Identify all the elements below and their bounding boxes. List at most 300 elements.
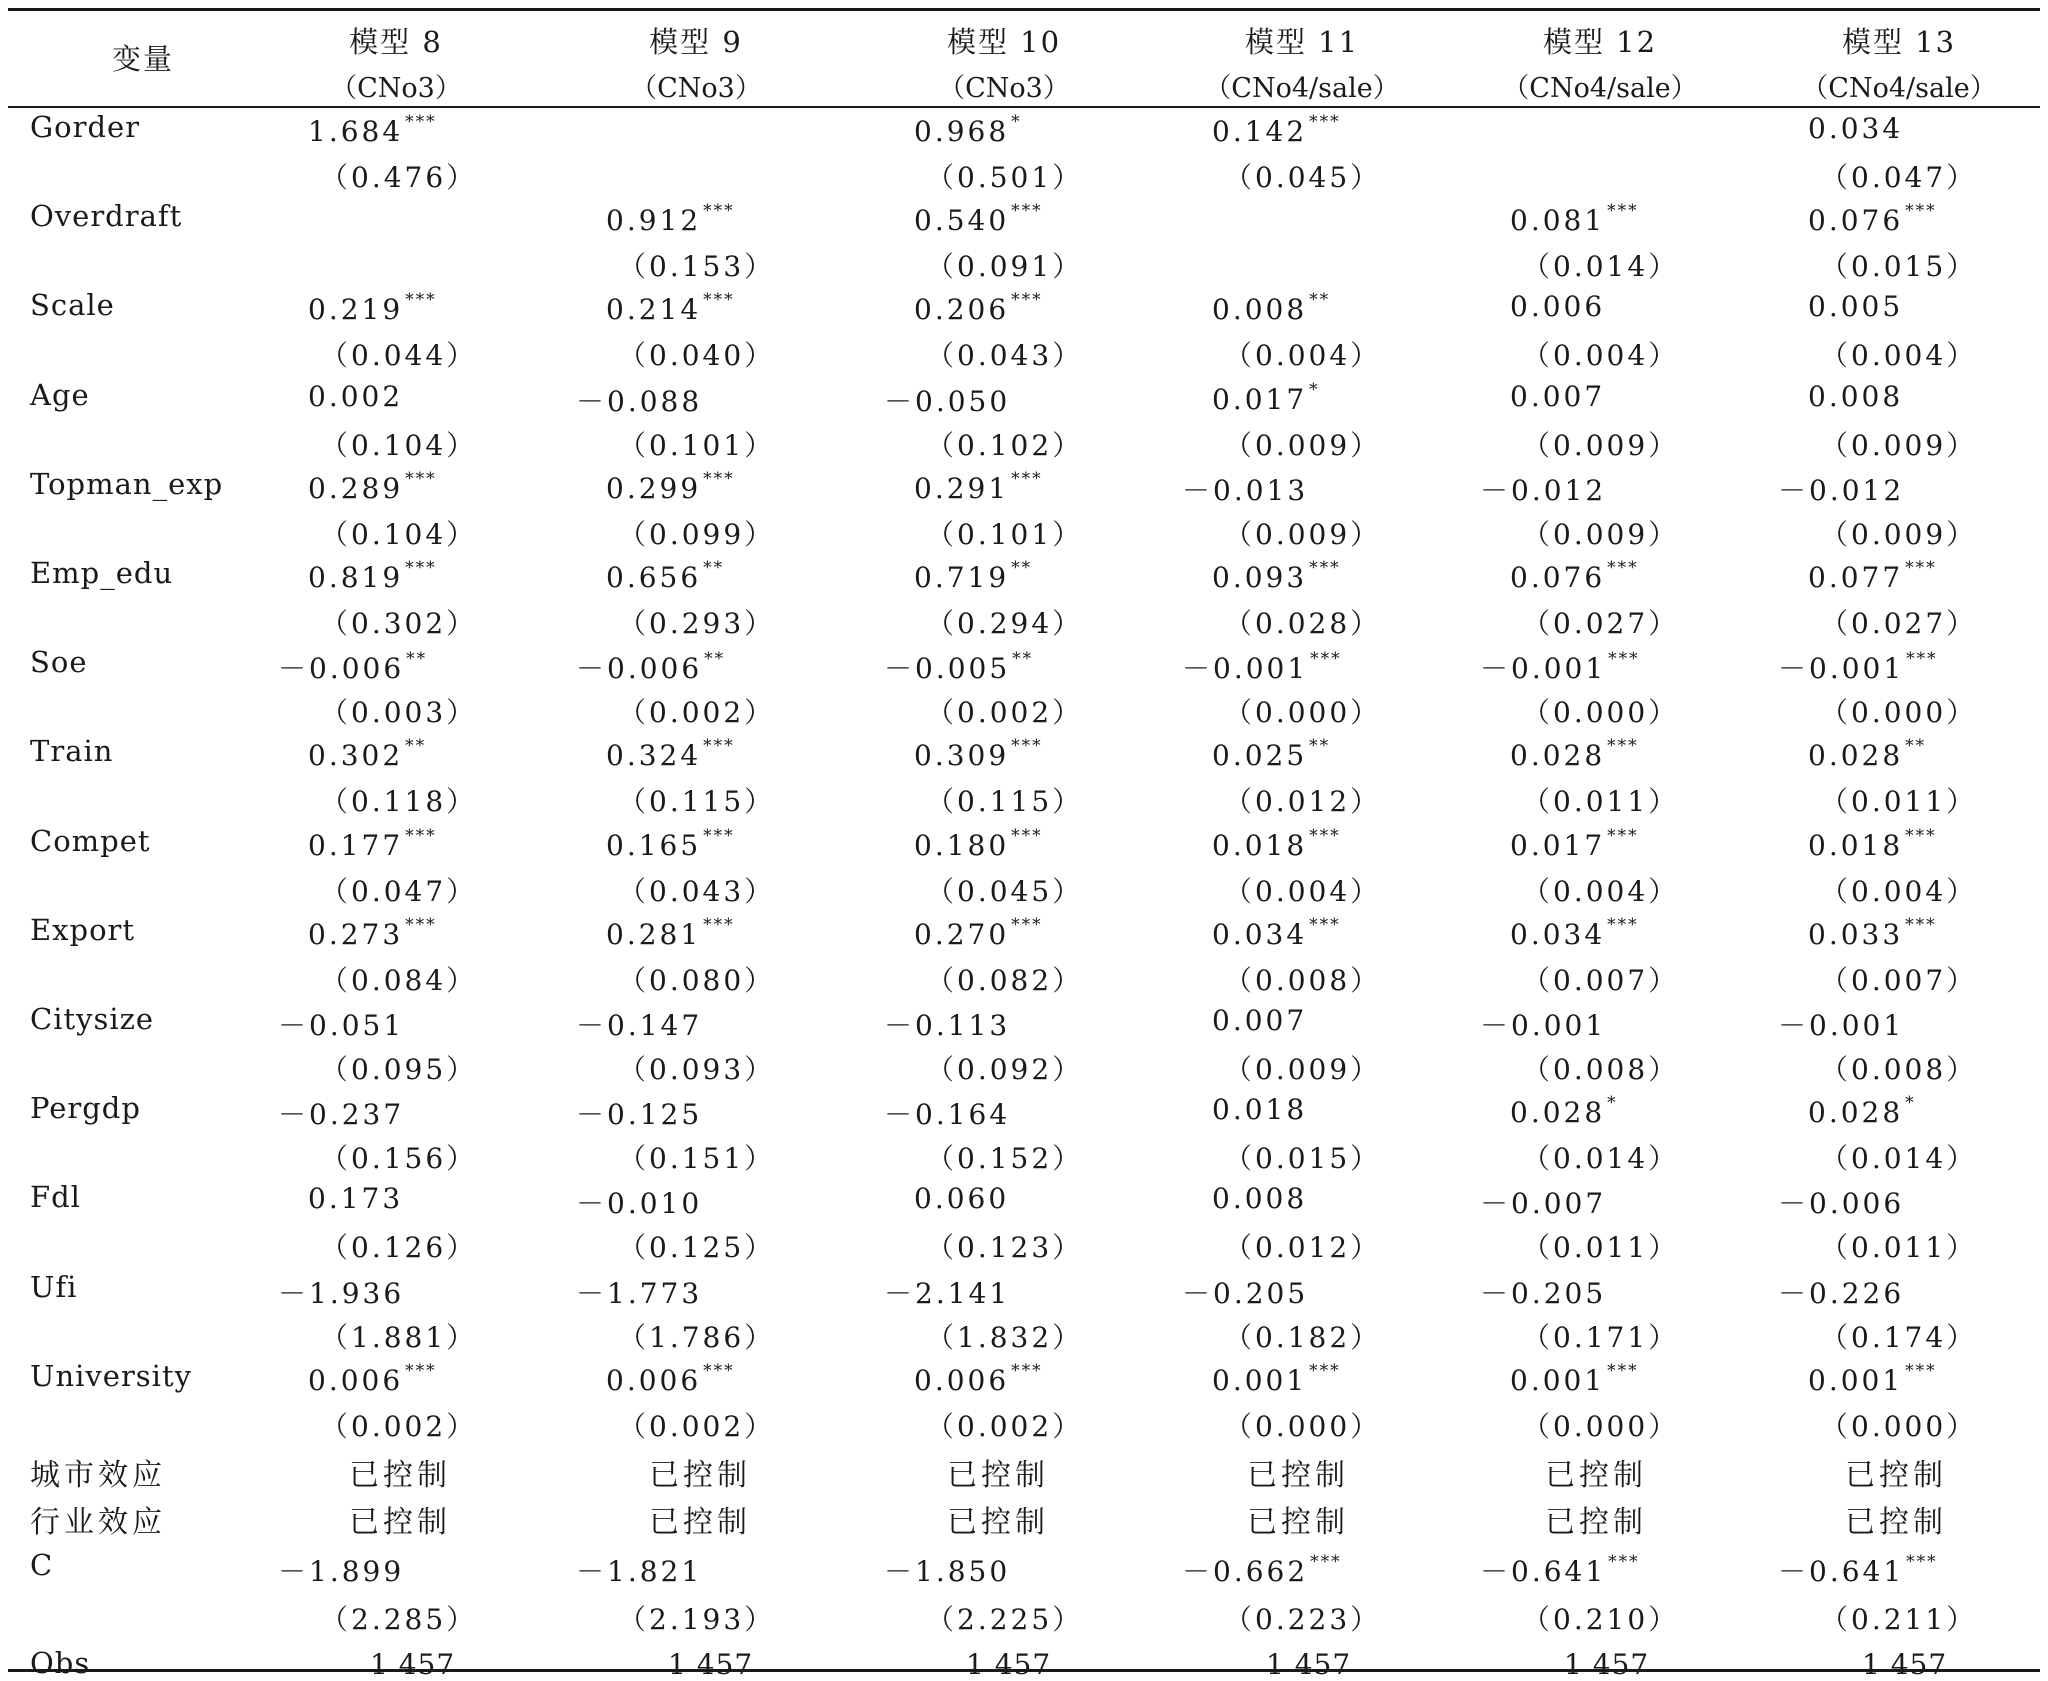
coefficient-value: 0.034 bbox=[1510, 918, 1606, 951]
standard-error: （0.009） bbox=[1820, 429, 1978, 462]
coefficient-value: 0.299 bbox=[606, 472, 702, 505]
coefficient bbox=[1510, 915, 1639, 951]
standard-error: （0.011） bbox=[1820, 785, 1978, 818]
standard-error: （0.002） bbox=[926, 696, 1084, 729]
coefficient-value: 0.309 bbox=[914, 739, 1010, 772]
dependent-variable: （CNo4/sale） bbox=[1204, 73, 1400, 104]
standard-error: （0.027） bbox=[1820, 607, 1978, 640]
standard-error: （0.091） bbox=[926, 250, 1084, 283]
variable-label: Ufi bbox=[30, 1270, 78, 1304]
significance-stars: *** bbox=[1607, 915, 1639, 935]
coefficient bbox=[914, 469, 1043, 505]
coefficient bbox=[308, 290, 437, 326]
model-header-10 bbox=[854, 8, 1154, 106]
significance-stars: ** bbox=[406, 649, 428, 669]
standard-error: （0.126） bbox=[320, 1231, 478, 1264]
coefficient bbox=[278, 1093, 404, 1133]
coefficient-value: 0.289 bbox=[308, 472, 404, 505]
coefficient-value: －0.125 bbox=[576, 1098, 703, 1131]
coefficient bbox=[606, 201, 735, 237]
variable-label: Gorder bbox=[30, 110, 141, 144]
coefficient bbox=[1212, 558, 1341, 594]
standard-error: （0.004） bbox=[1224, 339, 1382, 372]
significance-stars: *** bbox=[1011, 469, 1043, 489]
coefficient-value: 0.081 bbox=[1510, 204, 1606, 237]
variable-label: Age bbox=[30, 378, 90, 412]
coefficient bbox=[1480, 1182, 1606, 1222]
variable-label: Soe bbox=[30, 645, 88, 679]
coefficient-value: 0.273 bbox=[308, 918, 404, 951]
standard-error: （0.002） bbox=[618, 696, 776, 729]
standard-error: （2.285） bbox=[320, 1603, 478, 1636]
variable-label: Train bbox=[30, 734, 114, 768]
control-label: 城市效应 bbox=[30, 1458, 166, 1493]
coefficient-value: 0.165 bbox=[606, 829, 702, 862]
coefficient-value: 0.302 bbox=[308, 739, 404, 772]
coefficient-value: 0.006 bbox=[308, 1364, 404, 1397]
coefficient-value: 0.968 bbox=[914, 115, 1010, 148]
standard-error: （0.044） bbox=[320, 339, 478, 372]
model-header-11 bbox=[1152, 8, 1452, 106]
significance-stars: *** bbox=[1906, 1552, 1938, 1572]
standard-error: （0.008） bbox=[1820, 1053, 1978, 1086]
coefficient-value: 0.006 bbox=[1510, 290, 1606, 323]
coefficient-value: －0.006 bbox=[278, 652, 405, 685]
coefficient-value: 0.008 bbox=[1212, 293, 1308, 326]
coefficient-value: 0.214 bbox=[606, 293, 702, 326]
coefficient-value: 0.017 bbox=[1212, 383, 1308, 416]
standard-error: （0.211） bbox=[1820, 1603, 1978, 1636]
standard-error: （0.014） bbox=[1522, 1142, 1680, 1175]
standard-error: （0.101） bbox=[618, 429, 776, 462]
standard-error: （0.302） bbox=[320, 607, 478, 640]
standard-error: （0.115） bbox=[618, 785, 776, 818]
standard-error: （0.093） bbox=[618, 1053, 776, 1086]
significance-stars: *** bbox=[1905, 201, 1937, 221]
coefficient bbox=[1808, 380, 1903, 413]
standard-error: （0.009） bbox=[1224, 1053, 1382, 1086]
significance-stars: ** bbox=[1309, 290, 1331, 310]
coefficient bbox=[308, 915, 437, 951]
standard-error: （0.171） bbox=[1522, 1321, 1680, 1354]
standard-error: （0.008） bbox=[1522, 1053, 1680, 1086]
standard-error: （0.101） bbox=[926, 518, 1084, 551]
coefficient bbox=[1510, 1361, 1639, 1397]
coefficient-value: －2.141 bbox=[884, 1277, 1011, 1310]
coefficient-value: 0.006 bbox=[914, 1364, 1010, 1397]
control-status: 已控制 bbox=[649, 1505, 751, 1540]
coefficient bbox=[576, 1550, 702, 1590]
model-header-12 bbox=[1450, 8, 1750, 106]
significance-stars: ** bbox=[703, 558, 725, 578]
standard-error: （0.003） bbox=[320, 696, 478, 729]
standard-error: （0.043） bbox=[618, 875, 776, 908]
coefficient-value: 0.006 bbox=[606, 1364, 702, 1397]
coefficient-value: －0.147 bbox=[576, 1009, 703, 1042]
significance-stars: *** bbox=[1906, 649, 1938, 669]
standard-error: （0.151） bbox=[618, 1142, 776, 1175]
control-status: 已控制 bbox=[947, 1458, 1049, 1493]
standard-error: （0.156） bbox=[320, 1142, 478, 1175]
coefficient bbox=[606, 915, 735, 951]
significance-stars: *** bbox=[1011, 201, 1043, 221]
variable-label: Export bbox=[30, 913, 136, 947]
significance-stars: *** bbox=[1310, 649, 1342, 669]
significance-stars: * bbox=[1011, 112, 1022, 132]
coefficient-value: 0.005 bbox=[1808, 290, 1904, 323]
coefficient-value: －0.001 bbox=[1182, 652, 1309, 685]
coefficient-value: －0.088 bbox=[576, 385, 703, 418]
significance-stars: *** bbox=[1607, 201, 1639, 221]
standard-error: （0.008） bbox=[1224, 964, 1382, 997]
coefficient bbox=[1510, 1093, 1618, 1129]
coefficient-value: －0.113 bbox=[884, 1009, 1011, 1042]
coefficient-value: －0.237 bbox=[278, 1098, 405, 1131]
significance-stars: * bbox=[1309, 380, 1320, 400]
coefficient bbox=[1808, 826, 1937, 862]
standard-error: （1.786） bbox=[618, 1321, 776, 1354]
coefficient-value: －0.226 bbox=[1778, 1277, 1905, 1310]
standard-error: （2.225） bbox=[926, 1603, 1084, 1636]
coefficient bbox=[884, 1272, 1010, 1312]
standard-error: （0.004） bbox=[1820, 875, 1978, 908]
control-status: 已控制 bbox=[947, 1505, 1049, 1540]
significance-stars: ** bbox=[1905, 736, 1927, 756]
coefficient-value: 0.018 bbox=[1212, 829, 1308, 862]
coefficient-value: 0.034 bbox=[1808, 112, 1904, 145]
standard-error: （0.174） bbox=[1820, 1321, 1978, 1354]
coefficient-value: 0.001 bbox=[1510, 1364, 1606, 1397]
standard-error: （0.045） bbox=[926, 875, 1084, 908]
significance-stars: *** bbox=[703, 826, 735, 846]
significance-stars: *** bbox=[1607, 1361, 1639, 1381]
coefficient bbox=[1182, 1550, 1342, 1590]
coefficient bbox=[1182, 647, 1342, 687]
significance-stars: *** bbox=[405, 558, 437, 578]
coefficient bbox=[914, 915, 1043, 951]
coefficient bbox=[1808, 736, 1926, 772]
coefficient bbox=[914, 1361, 1043, 1397]
coefficient-value: －1.899 bbox=[278, 1555, 405, 1588]
significance-stars: * bbox=[1905, 1093, 1916, 1113]
coefficient bbox=[1510, 201, 1639, 237]
coefficient bbox=[914, 290, 1043, 326]
coefficient bbox=[1808, 1361, 1937, 1397]
variable-header: 变量 bbox=[111, 41, 174, 76]
dependent-variable: （CNo3） bbox=[330, 73, 462, 104]
standard-error: （0.014） bbox=[1820, 1142, 1978, 1175]
coefficient-value: 0.076 bbox=[1808, 204, 1904, 237]
standard-error: （0.015） bbox=[1820, 250, 1978, 283]
significance-stars: *** bbox=[703, 915, 735, 935]
coefficient bbox=[308, 469, 437, 505]
coefficient bbox=[1510, 826, 1639, 862]
significance-stars: * bbox=[1607, 1093, 1618, 1113]
coefficient bbox=[1778, 469, 1904, 509]
coefficient bbox=[1212, 290, 1330, 326]
standard-error: （0.000） bbox=[1820, 1410, 1978, 1443]
standard-error: （0.104） bbox=[320, 518, 478, 551]
coefficient bbox=[576, 380, 702, 420]
variable-label: Overdraft bbox=[30, 199, 183, 233]
significance-stars: *** bbox=[703, 201, 735, 221]
standard-error: （0.007） bbox=[1820, 964, 1978, 997]
coefficient-value: －0.012 bbox=[1480, 474, 1607, 507]
observation-count: 1 457 bbox=[1564, 1648, 1650, 1681]
model-name: 模型 10 bbox=[946, 25, 1062, 59]
coefficient-value: 0.719 bbox=[914, 561, 1010, 594]
standard-error: （0.047） bbox=[320, 875, 478, 908]
standard-error: （0.011） bbox=[1522, 1231, 1680, 1264]
coefficient bbox=[1510, 736, 1639, 772]
coefficient bbox=[914, 826, 1043, 862]
coefficient-value: 0.033 bbox=[1808, 918, 1904, 951]
coefficient-value: 0.206 bbox=[914, 293, 1010, 326]
coefficient bbox=[1480, 1272, 1606, 1312]
standard-error: （0.099） bbox=[618, 518, 776, 551]
standard-error: （0.009） bbox=[1522, 429, 1680, 462]
standard-error: （0.210） bbox=[1522, 1603, 1680, 1636]
standard-error: （0.501） bbox=[926, 161, 1084, 194]
control-status: 已控制 bbox=[349, 1458, 451, 1493]
coefficient-value: 0.656 bbox=[606, 561, 702, 594]
coefficient-value: 0.001 bbox=[1212, 1364, 1308, 1397]
coefficient bbox=[1778, 1182, 1904, 1222]
standard-error: （0.115） bbox=[926, 785, 1084, 818]
coefficient-value: －0.001 bbox=[1480, 652, 1607, 685]
coefficient bbox=[1808, 1093, 1916, 1129]
standard-error: （0.000） bbox=[1224, 696, 1382, 729]
significance-stars: *** bbox=[1905, 915, 1937, 935]
coefficient bbox=[884, 1093, 1010, 1133]
variable-label: University bbox=[30, 1359, 192, 1393]
coefficient bbox=[1480, 647, 1640, 687]
standard-error: （0.014） bbox=[1522, 250, 1680, 283]
coefficient-value: －0.010 bbox=[576, 1187, 703, 1220]
significance-stars: *** bbox=[1309, 826, 1341, 846]
standard-error: （0.152） bbox=[926, 1142, 1084, 1175]
standard-error: （0.045） bbox=[1224, 161, 1382, 194]
coefficient bbox=[308, 1182, 403, 1215]
coefficient bbox=[606, 826, 735, 862]
standard-error: （0.007） bbox=[1522, 964, 1680, 997]
significance-stars: *** bbox=[1607, 558, 1639, 578]
model-name: 模型 9 bbox=[649, 25, 743, 59]
coefficient bbox=[1212, 1182, 1307, 1215]
standard-error: （0.095） bbox=[320, 1053, 478, 1086]
standard-error: （0.040） bbox=[618, 339, 776, 372]
significance-stars: *** bbox=[405, 826, 437, 846]
coefficient bbox=[576, 647, 725, 687]
coefficient-value: －1.821 bbox=[576, 1555, 703, 1588]
coefficient bbox=[308, 736, 426, 772]
control-status: 已控制 bbox=[1247, 1458, 1349, 1493]
coefficient-value: 0.060 bbox=[914, 1182, 1010, 1215]
variable-label: Scale bbox=[30, 288, 115, 322]
standard-error: （0.028） bbox=[1224, 607, 1382, 640]
model-header-13 bbox=[1749, 8, 2048, 106]
coefficient bbox=[1212, 1093, 1307, 1126]
standard-error: （0.002） bbox=[618, 1410, 776, 1443]
coefficient bbox=[1480, 1550, 1640, 1590]
dependent-variable: （CNo3） bbox=[630, 73, 762, 104]
coefficient-value: 0.008 bbox=[1808, 380, 1904, 413]
observation-count: 1 457 bbox=[668, 1648, 754, 1681]
standard-error: （0.182） bbox=[1224, 1321, 1382, 1354]
standard-error: （1.881） bbox=[320, 1321, 478, 1354]
coefficient bbox=[308, 112, 437, 148]
coefficient bbox=[884, 647, 1033, 687]
coefficient-value: 0.291 bbox=[914, 472, 1010, 505]
coefficient bbox=[884, 1004, 1010, 1044]
coefficient bbox=[1480, 469, 1606, 509]
control-status: 已控制 bbox=[649, 1458, 751, 1493]
significance-stars: *** bbox=[1905, 558, 1937, 578]
significance-stars: *** bbox=[1011, 826, 1043, 846]
standard-error: （0.125） bbox=[618, 1231, 776, 1264]
standard-error: （0.000） bbox=[1522, 1410, 1680, 1443]
coefficient-value: 0.028 bbox=[1510, 1096, 1606, 1129]
coefficient-value: －1.936 bbox=[278, 1277, 405, 1310]
coefficient bbox=[914, 558, 1032, 594]
coefficient-value: －0.641 bbox=[1480, 1555, 1607, 1588]
standard-error: （0.000） bbox=[1820, 696, 1978, 729]
coefficient-value: 0.142 bbox=[1212, 115, 1308, 148]
coefficient-value: －0.050 bbox=[884, 385, 1011, 418]
significance-stars: ** bbox=[1012, 649, 1034, 669]
coefficient bbox=[1510, 290, 1605, 323]
regression-table bbox=[8, 8, 2040, 1681]
coefficient-value: 1.684 bbox=[308, 115, 404, 148]
standard-error: （0.011） bbox=[1820, 1231, 1978, 1264]
coefficient bbox=[884, 380, 1010, 420]
coefficient bbox=[308, 1361, 437, 1397]
standard-error: （0.102） bbox=[926, 429, 1084, 462]
standard-error: （0.009） bbox=[1522, 518, 1680, 551]
coefficient bbox=[914, 112, 1022, 148]
significance-stars: *** bbox=[1309, 112, 1341, 132]
coefficient-value: 0.540 bbox=[914, 204, 1010, 237]
variable-label: Emp_edu bbox=[30, 556, 174, 590]
coefficient bbox=[606, 290, 735, 326]
obs-label: Obs bbox=[30, 1646, 91, 1680]
standard-error: （0.012） bbox=[1224, 1231, 1382, 1264]
coefficient-value: －0.005 bbox=[884, 652, 1011, 685]
coefficient-value: －0.001 bbox=[1480, 1009, 1607, 1042]
coefficient bbox=[1808, 201, 1937, 237]
coefficient bbox=[278, 1550, 404, 1590]
coefficient-value: 0.180 bbox=[914, 829, 1010, 862]
coefficient bbox=[576, 1182, 702, 1222]
significance-stars: *** bbox=[1310, 1552, 1342, 1572]
coefficient bbox=[914, 1182, 1009, 1215]
model-name: 模型 11 bbox=[1244, 25, 1360, 59]
standard-error: （0.118） bbox=[320, 785, 478, 818]
observation-count: 1 457 bbox=[1862, 1648, 1948, 1681]
coefficient-value: 0.281 bbox=[606, 918, 702, 951]
control-status: 已控制 bbox=[1845, 1505, 1947, 1540]
standard-error: （0.476） bbox=[320, 161, 478, 194]
coefficient bbox=[606, 1361, 735, 1397]
significance-stars: *** bbox=[405, 290, 437, 310]
standard-error: （0.004） bbox=[1522, 339, 1680, 372]
standard-error: （0.104） bbox=[320, 429, 478, 462]
model-name: 模型 8 bbox=[349, 25, 443, 59]
coefficient-value: 0.001 bbox=[1808, 1364, 1904, 1397]
standard-error: （0.223） bbox=[1224, 1603, 1382, 1636]
standard-error: （0.294） bbox=[926, 607, 1084, 640]
coefficient-value: －0.662 bbox=[1182, 1555, 1309, 1588]
model-name: 模型 12 bbox=[1542, 25, 1658, 59]
coefficient-value: 0.219 bbox=[308, 293, 404, 326]
coefficient-value: 0.177 bbox=[308, 829, 404, 862]
coefficient bbox=[1778, 647, 1938, 687]
coefficient-value: 0.018 bbox=[1212, 1093, 1308, 1126]
significance-stars: *** bbox=[1607, 826, 1639, 846]
significance-stars: *** bbox=[1905, 826, 1937, 846]
coefficient-value: －0.012 bbox=[1778, 474, 1905, 507]
variable-label: Pergdp bbox=[30, 1091, 141, 1125]
coefficient-value: 0.017 bbox=[1510, 829, 1606, 862]
coefficient-value: 0.028 bbox=[1510, 739, 1606, 772]
coefficient-value: －0.006 bbox=[576, 652, 703, 685]
coefficient-value: －0.006 bbox=[1778, 1187, 1905, 1220]
coefficient bbox=[1182, 469, 1308, 509]
header-rule bbox=[8, 106, 2040, 108]
control-label: 行业效应 bbox=[30, 1505, 166, 1540]
coefficient-value: －1.773 bbox=[576, 1277, 703, 1310]
coefficient bbox=[1778, 1272, 1904, 1312]
standard-error: （0.123） bbox=[926, 1231, 1084, 1264]
coefficient bbox=[1808, 290, 1903, 323]
standard-error: （0.082） bbox=[926, 964, 1084, 997]
coefficient bbox=[1212, 1004, 1307, 1037]
coefficient-value: 0.034 bbox=[1212, 918, 1308, 951]
significance-stars: *** bbox=[405, 112, 437, 132]
significance-stars: *** bbox=[1309, 1361, 1341, 1381]
standard-error: （0.000） bbox=[1522, 696, 1680, 729]
standard-error: （0.015） bbox=[1224, 1142, 1382, 1175]
coefficient bbox=[1480, 1004, 1606, 1044]
standard-error: （2.193） bbox=[618, 1603, 776, 1636]
coefficient bbox=[1212, 1361, 1341, 1397]
significance-stars: *** bbox=[405, 469, 437, 489]
control-status: 已控制 bbox=[1845, 1458, 1947, 1493]
coefficient bbox=[308, 558, 437, 594]
standard-error: （0.004） bbox=[1224, 875, 1382, 908]
significance-stars: *** bbox=[703, 1361, 735, 1381]
variable-label: Citysize bbox=[30, 1002, 155, 1036]
coefficient-value: 0.093 bbox=[1212, 561, 1308, 594]
control-status: 已控制 bbox=[1545, 1458, 1647, 1493]
coefficient bbox=[308, 380, 403, 413]
significance-stars: *** bbox=[1607, 736, 1639, 756]
coefficient-value: 0.007 bbox=[1212, 1004, 1308, 1037]
significance-stars: ** bbox=[1309, 736, 1331, 756]
coefficient-value: －0.164 bbox=[884, 1098, 1011, 1131]
coefficient bbox=[576, 1272, 702, 1312]
coefficient bbox=[576, 1093, 702, 1133]
significance-stars: ** bbox=[1011, 558, 1033, 578]
standard-error: （0.047） bbox=[1820, 161, 1978, 194]
standard-error: （0.002） bbox=[320, 1410, 478, 1443]
standard-error: （0.153） bbox=[618, 250, 776, 283]
significance-stars: *** bbox=[1309, 558, 1341, 578]
coefficient bbox=[1182, 1272, 1308, 1312]
coefficient-value: 0.002 bbox=[308, 380, 404, 413]
control-status: 已控制 bbox=[1247, 1505, 1349, 1540]
significance-stars: *** bbox=[1608, 1552, 1640, 1572]
